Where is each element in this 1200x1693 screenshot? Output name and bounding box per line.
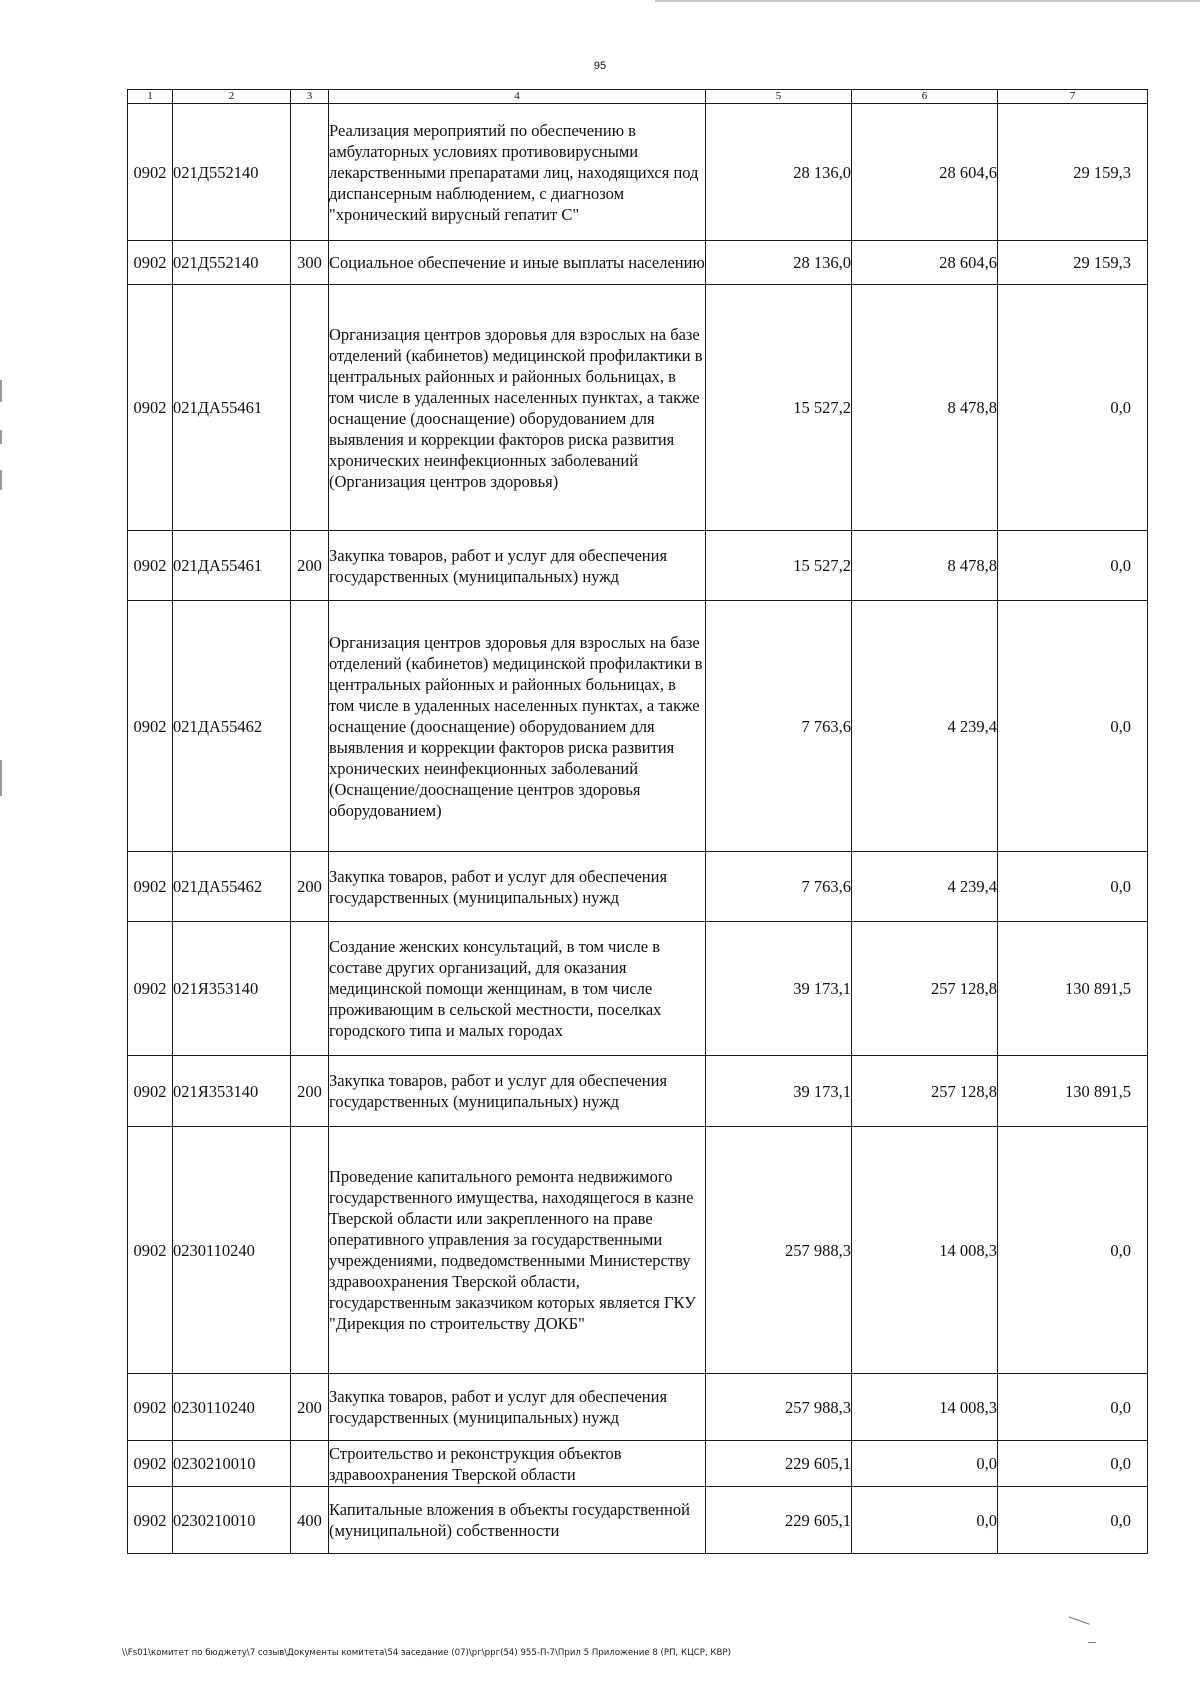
- table-row: [128, 922, 1148, 1056]
- target-article-code: 0230210010: [173, 1487, 291, 1554]
- item-name: Социальное обеспечение и иные выплаты населению: [329, 241, 706, 285]
- section-code: 0902: [128, 1127, 173, 1374]
- item-name: Проведение капитального ремонта недвижимого государственного имущества, находящегося в казне Тверской области или закрепленного на праве оперативного управления за государственными учреждениями, подведомственными Министерству здравоохранения Тверской области, государственным заказчиком которых является ГКУ "Дирекция по строительству ДОКБ": [329, 1127, 706, 1374]
- target-article-code: 0230110240: [173, 1127, 291, 1374]
- expense-type-code: 300: [291, 241, 329, 285]
- amount-year-2: 8 478,8: [852, 531, 998, 601]
- table-row: [128, 104, 1148, 241]
- amount-year-3: 29 159,3: [998, 104, 1148, 241]
- column-header-6: 6: [852, 90, 998, 104]
- table-row: [128, 1127, 1148, 1374]
- target-article-code: 021ДА55461: [173, 285, 291, 531]
- amount-year-3: 130 891,5: [998, 1056, 1148, 1127]
- target-article-code: 021ДА55462: [173, 601, 291, 852]
- section-code: 0902: [128, 1056, 173, 1127]
- column-header-3: 3: [291, 90, 329, 104]
- amount-year-2: 4 239,4: [852, 601, 998, 852]
- expense-type-code: [291, 1127, 329, 1374]
- column-header-7: 7: [998, 90, 1148, 104]
- amount-year-2: 257 128,8: [852, 922, 998, 1056]
- file-path-footer: \\Fs01\комитет по бюджету\7 созыв\Документы комитета\54 заседание (07)\рг\ррг(54) 955-П-7\Прил 5 Приложение 8 (РП, КЦСР, КВР): [122, 1648, 731, 1658]
- amount-year-3: 0,0: [998, 1374, 1148, 1441]
- table-row: [128, 1374, 1148, 1441]
- scan-margin-mark: [0, 430, 2, 444]
- table-row: [128, 601, 1148, 852]
- item-name: Закупка товаров, работ и услуг для обеспечения государственных (муниципальных) нужд: [329, 852, 706, 922]
- table-row: [128, 852, 1148, 922]
- expense-type-code: 200: [291, 1056, 329, 1127]
- amount-year-1: 229 605,1: [706, 1441, 852, 1487]
- item-name: Закупка товаров, работ и услуг для обеспечения государственных (муниципальных) нужд: [329, 1374, 706, 1441]
- scan-mark: [1068, 1616, 1089, 1624]
- column-header-4: 4: [329, 90, 706, 104]
- expense-type-code: 200: [291, 852, 329, 922]
- item-name: Закупка товаров, работ и услуг для обеспечения государственных (муниципальных) нужд: [329, 1056, 706, 1127]
- section-code: 0902: [128, 1441, 173, 1487]
- budget-table: [127, 89, 1148, 1554]
- target-article-code: 0230110240: [173, 1374, 291, 1441]
- target-article-code: 0230210010: [173, 1441, 291, 1487]
- section-code: 0902: [128, 1487, 173, 1554]
- target-article-code: 021ДА55461: [173, 531, 291, 601]
- item-name: Капитальные вложения в объекты государственной (муниципальной) собственности: [329, 1487, 706, 1554]
- amount-year-3: 130 891,5: [998, 922, 1148, 1056]
- amount-year-3: 0,0: [998, 852, 1148, 922]
- amount-year-1: 15 527,2: [706, 531, 852, 601]
- amount-year-1: 39 173,1: [706, 922, 852, 1056]
- amount-year-3: 0,0: [998, 1487, 1148, 1554]
- item-name: Создание женских консультаций, в том числе в составе других организаций, для оказания медицинской помощи женщинам, в том числе проживающим в сельской местности, поселках городского типа и малых городах: [329, 922, 706, 1056]
- page-number: 95: [593, 60, 607, 72]
- amount-year-3: 0,0: [998, 285, 1148, 531]
- target-article-code: 021Я353140: [173, 922, 291, 1056]
- section-code: 0902: [128, 104, 173, 241]
- amount-year-1: 257 988,3: [706, 1374, 852, 1441]
- amount-year-2: 28 604,6: [852, 104, 998, 241]
- expense-type-code: [291, 922, 329, 1056]
- amount-year-3: 0,0: [998, 601, 1148, 852]
- item-name: Закупка товаров, работ и услуг для обеспечения государственных (муниципальных) нужд: [329, 531, 706, 601]
- scan-margin-mark: [0, 470, 2, 490]
- amount-year-1: 7 763,6: [706, 852, 852, 922]
- amount-year-2: 4 239,4: [852, 852, 998, 922]
- scan-top-rule: [655, 0, 1200, 2]
- amount-year-2: 28 604,6: [852, 241, 998, 285]
- expense-type-code: 200: [291, 1374, 329, 1441]
- amount-year-1: 28 136,0: [706, 104, 852, 241]
- table-row: [128, 1056, 1148, 1127]
- expense-type-code: [291, 285, 329, 531]
- amount-year-1: 39 173,1: [706, 1056, 852, 1127]
- item-name: Организация центров здоровья для взрослых на базе отделений (кабинетов) медицинской профилактики в центральных районных и районных больницах, в том числе в удаленных населенных пунктах, а также оснащение (дооснащение) оборудованием для выявления и коррекции факторов риска развития хронических неинфекционных заболеваний (Оснащение/дооснащение центров здоровья оборудованием): [329, 601, 706, 852]
- table-row: [128, 531, 1148, 601]
- section-code: 0902: [128, 1374, 173, 1441]
- section-code: 0902: [128, 601, 173, 852]
- section-code: 0902: [128, 531, 173, 601]
- amount-year-3: 0,0: [998, 1127, 1148, 1374]
- amount-year-1: 28 136,0: [706, 241, 852, 285]
- column-header-2: 2: [173, 90, 291, 104]
- amount-year-2: 8 478,8: [852, 285, 998, 531]
- scan-mark: [1088, 1642, 1096, 1643]
- target-article-code: 021ДА55462: [173, 852, 291, 922]
- scan-margin-mark: [0, 760, 2, 796]
- expense-type-code: [291, 104, 329, 241]
- item-name: Организация центров здоровья для взрослых на базе отделений (кабинетов) медицинской профилактики в центральных районных и районных больницах, в том числе в удаленных населенных пунктах, а также оснащение (дооснащение) оборудованием для выявления и коррекции факторов риска развития хронических неинфекционных заболеваний (Организация центров здоровья): [329, 285, 706, 531]
- section-code: 0902: [128, 852, 173, 922]
- item-name: Реализация мероприятий по обеспечению в амбулаторных условиях противовирусными лекарственными препаратами лиц, находящихся под диспансерным наблюдением, с диагнозом "хронический вирусный гепатит С": [329, 104, 706, 241]
- amount-year-2: 0,0: [852, 1487, 998, 1554]
- section-code: 0902: [128, 922, 173, 1056]
- table-row: [128, 1441, 1148, 1487]
- column-number-row: [128, 90, 1148, 104]
- amount-year-2: 14 008,3: [852, 1127, 998, 1374]
- amount-year-3: 0,0: [998, 531, 1148, 601]
- amount-year-1: 7 763,6: [706, 601, 852, 852]
- target-article-code: 021Д552140: [173, 241, 291, 285]
- amount-year-2: 14 008,3: [852, 1374, 998, 1441]
- table-row: [128, 285, 1148, 531]
- target-article-code: 021Д552140: [173, 104, 291, 241]
- section-code: 0902: [128, 285, 173, 531]
- amount-year-2: 257 128,8: [852, 1056, 998, 1127]
- amount-year-3: 0,0: [998, 1441, 1148, 1487]
- amount-year-1: 257 988,3: [706, 1127, 852, 1374]
- amount-year-1: 15 527,2: [706, 285, 852, 531]
- column-header-5: 5: [706, 90, 852, 104]
- expense-type-code: [291, 601, 329, 852]
- amount-year-3: 29 159,3: [998, 241, 1148, 285]
- expense-type-code: 200: [291, 531, 329, 601]
- column-header-1: 1: [128, 90, 173, 104]
- target-article-code: 021Я353140: [173, 1056, 291, 1127]
- scan-margin-mark: [0, 380, 2, 402]
- expense-type-code: [291, 1441, 329, 1487]
- amount-year-1: 229 605,1: [706, 1487, 852, 1554]
- amount-year-2: 0,0: [852, 1441, 998, 1487]
- table-row: [128, 241, 1148, 285]
- item-name: Строительство и реконструкция объектов здравоохранения Тверской области: [329, 1441, 706, 1487]
- table-row: [128, 1487, 1148, 1554]
- section-code: 0902: [128, 241, 173, 285]
- expense-type-code: 400: [291, 1487, 329, 1554]
